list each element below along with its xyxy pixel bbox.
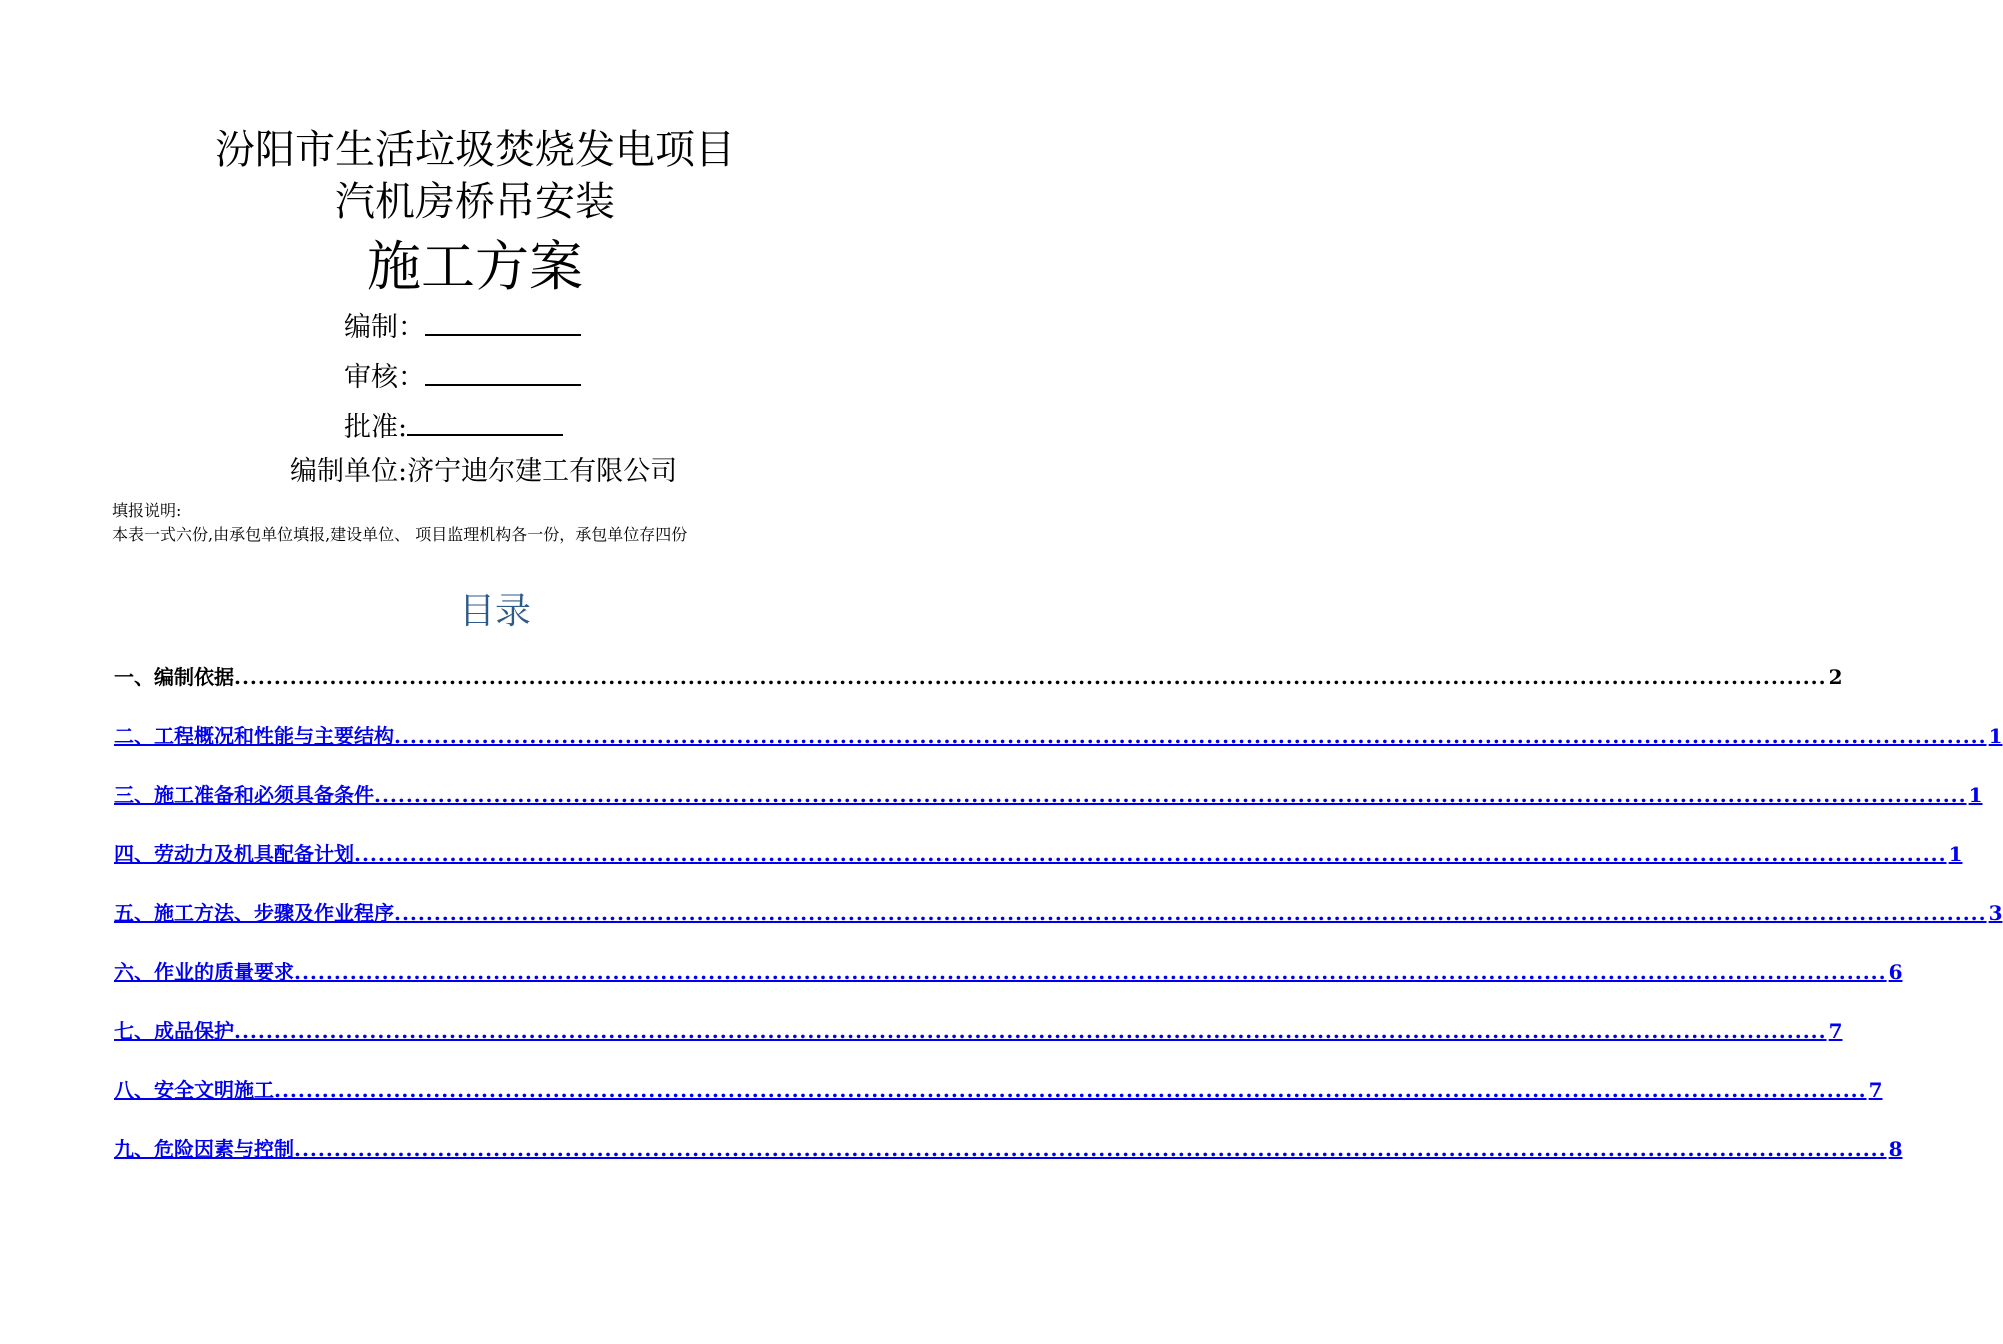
review-signature-line <box>425 356 581 386</box>
toc-item-2[interactable] <box>114 721 2003 751</box>
toc-item-3[interactable] <box>114 780 1983 810</box>
approve-signature-line <box>407 406 563 436</box>
toc-item-5[interactable] <box>114 898 2003 928</box>
note-text: 本表一式六份,由承包单位填报,建设单位、 项目监理机构各一份，承包单位存四份 <box>112 525 688 544</box>
toc-item-label: 二、工程概况和性能与主要结构 <box>114 724 394 748</box>
toc-item-label: 九、危险因素与控制 <box>114 1137 294 1161</box>
toc-item-label: 六、作业的质量要求 <box>114 960 294 984</box>
review-label: 审核： <box>344 362 425 393</box>
approve-row <box>344 406 563 446</box>
toc-item-page: 1 <box>1968 783 1983 807</box>
toc-item-9[interactable] <box>114 1134 1903 1164</box>
toc-item-label: 一、编制依据 <box>114 665 234 689</box>
toc-leader-dots: ........................................................................................................................................................................................................ <box>234 1019 1827 1043</box>
toc-item-label: 五、施工方法、步骤及作业程序 <box>114 901 394 925</box>
compile-row <box>344 306 581 346</box>
toc-item-page: 3 <box>1988 901 2003 925</box>
toc-leader-dots: ........................................................................................................................................................................................................ <box>394 901 1987 925</box>
cover-title-main: 施工方案 <box>367 235 583 298</box>
toc-item-label: 三、施工准备和必须具备条件 <box>114 783 374 807</box>
toc-item-7[interactable] <box>114 1016 1843 1046</box>
compile-signature-line <box>425 306 581 336</box>
review-row <box>344 356 581 396</box>
toc-leader-dots: ........................................................................................................................................................................................................ <box>394 724 1987 748</box>
toc-item-label: 四、劳动力及机具配备计划 <box>114 842 354 866</box>
toc-item-1[interactable] <box>114 662 1843 692</box>
toc-leader-dots: ........................................................................................................................................................................................................ <box>374 783 1967 807</box>
toc-item-label: 七、成品保护 <box>114 1019 234 1043</box>
toc-item-page: 8 <box>1888 1137 1903 1161</box>
toc-item-page: 7 <box>1828 1019 1843 1043</box>
note-title: 填报说明: <box>112 501 182 520</box>
cover-title-line1: 汾阳市生活垃圾焚烧发电项目 <box>215 127 735 173</box>
toc-item-page: 6 <box>1888 960 1903 984</box>
approve-label: 批准: <box>344 412 408 443</box>
toc-leader-dots: ........................................................................................................................................................................................................ <box>234 665 1827 689</box>
compiling-unit: 编制单位:济宁迪尔建工有限公司 <box>290 456 678 487</box>
toc-item-4[interactable] <box>114 839 1963 869</box>
compile-label: 编制： <box>344 312 425 343</box>
toc-leader-dots: ........................................................................................................................................................................................................ <box>274 1078 1867 1102</box>
toc-item-8[interactable] <box>114 1075 1883 1105</box>
toc-item-page: 1 <box>1988 724 2003 748</box>
toc-leader-dots: ........................................................................................................................................................................................................ <box>294 960 1887 984</box>
toc-leader-dots: ........................................................................................................................................................................................................ <box>294 1137 1887 1161</box>
toc-item-page: 1 <box>1948 842 1963 866</box>
toc-item-page: 7 <box>1868 1078 1883 1102</box>
toc-title: 目录 <box>458 591 531 632</box>
toc-leader-dots: ........................................................................................................................................................................................................ <box>354 842 1947 866</box>
cover-title-line2: 汽机房桥吊安装 <box>335 179 615 225</box>
toc-item-6[interactable] <box>114 957 1903 987</box>
toc-item-label: 八、安全文明施工 <box>114 1078 274 1102</box>
toc-item-page: 2 <box>1828 665 1843 689</box>
